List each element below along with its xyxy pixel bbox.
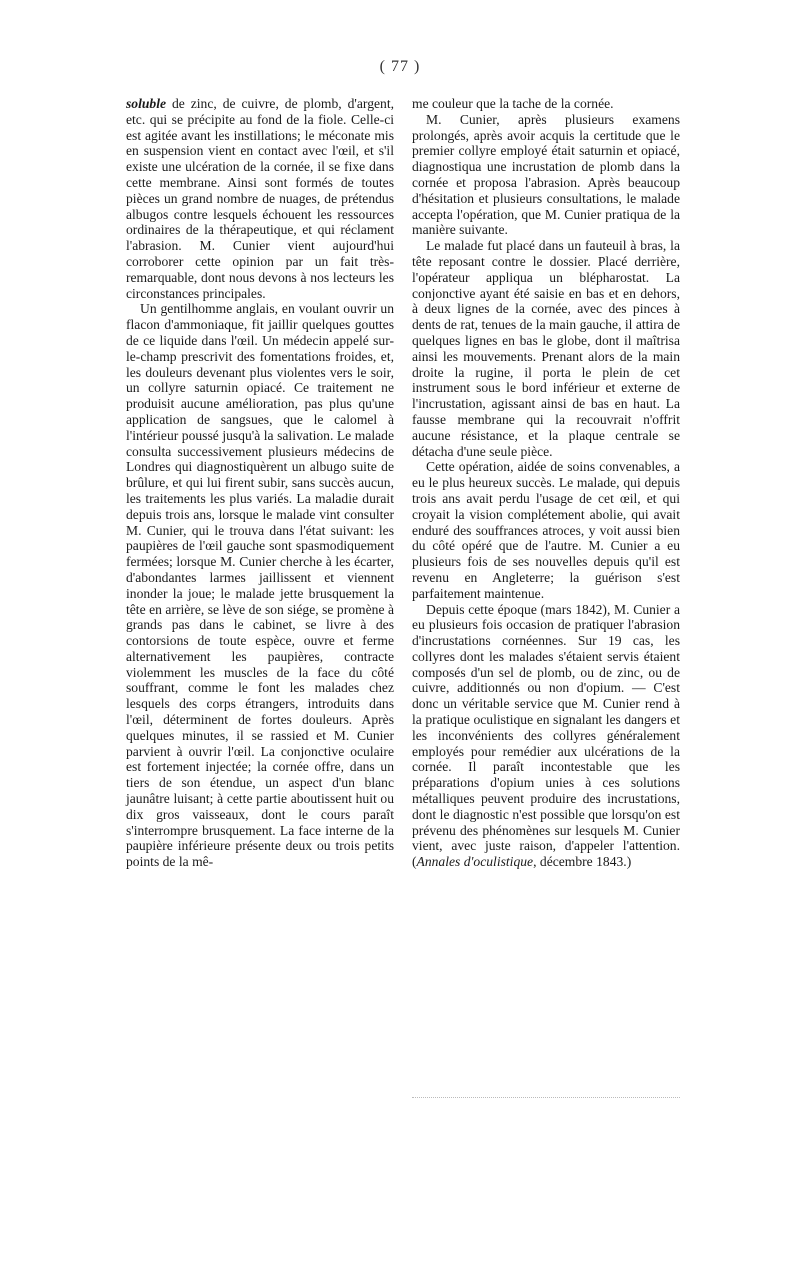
- right-column: [412, 96, 680, 870]
- citation-open: (: [412, 854, 417, 870]
- lead-word: soluble: [126, 96, 167, 111]
- paragraph-outcome: Cette opération, aidée de soins convenables, a eu le plus heureux succès. Le malade, qui depuis trois ans avait perdu l'usage de cet œil, et qui croyait la vision complétement abolie, qui avait enduré des souffrances atroces, y voit aussi bien du côté opéré que de l'autre. M. Cunier a eu plusieurs fois de ses nouvelles depuis qu'il est revenu en Angleterre; la guérison s'est parfaitement maintenue.: [412, 459, 680, 601]
- citation-source: Annales d'oculistique: [416, 854, 534, 870]
- section-divider: [412, 1097, 680, 1106]
- left-column: [126, 96, 394, 870]
- paragraph-continuation: [126, 96, 394, 301]
- paragraph-text: Depuis cette époque (mars 1842), M. Cunier a eu plusieurs fois occasion de pratiquer l'abrasion d'incrustations cornéennes. Sur 19 cas, les collyres dont les malades s'étaient servis étaient composés d'un sel de plomb, ou de zinc, ou de cuivre, additionnés ou non d'opium. — C'est donc un véritable service que M. Cunier rend à la pratique oculistique en signalant les dangers et les inconvénients des collyres généralement employés pour remédier aux ulcérations de la cornée. Il paraît incontestable que les préparations d'opium unies à ces solutions métalliques peuvent produire des incrustations, dont le diagnostic n'est possible que lorsqu'on est prévenu des phénomènes sur lesquels M. Cunier vient, avec juste raison, d'appeler l'attention.: [412, 601, 680, 854]
- paragraph-text: de zinc, de cuivre, de plomb, d'argent, etc. qui se précipite au fond de la fiole. Celle-ci est agitée avant les instillations; le méconate mis en suspension vient en contact avec l'œil, et s'il existe une ulcération de la cornée, il se fixe dans cette membrane. Ainsi sont formés de toutes pièces un grand nombre de nuages, de prétendus albugos contre lesquels échouent les ressources ordinaires de la thérapeutique, et qui réclament l'abrasion. M. Cunier vient aujourd'hui corroborer cette opinion par un fait très-remarquable, dont nous devons à nos lecteurs les circonstances principales.: [126, 96, 394, 301]
- paragraph-operation: Le malade fut placé dans un fauteuil à bras, la tête reposant contre le dossier. Placé derrière, l'opérateur appliqua un blépharostat. La conjonctive ayant été saisie en bas et en dehors, à deux lignes de la cornée, avec des pinces à dents de rat, tenues de la main gauche, il attira de quelques lignes en bas le globe, dont il maîtrisa ainsi les mouvements. Prenant alors de la main droite la rugine, il porta le plein de cet instrument sous le bord inférieur et externe de l'incrustation, agissant ainsi de bas en haut. La fausse membrane qui la recouvrait n'offrit aucune résistance, et la plaque centrale se détacha d'une seule pièce.: [412, 238, 680, 459]
- paragraph-diagnosis: M. Cunier, après plusieurs examens prolongés, après avoir acquis la certitude que le premier collyre employé était saturnin et opiacé, diagnostiqua une incrustation de plomb dans la cornée et proposa l'abrasion. Après beaucoup d'hésitation et plusieurs consultations, le malade accepta l'opération, que M. Cunier pratiqua de la manière suivante.: [412, 111, 680, 238]
- paragraph-continuation: me couleur que la tache de la cornée.: [412, 96, 614, 111]
- paragraph-conclusion: [412, 602, 680, 871]
- page-number: ( 77 ): [379, 58, 421, 75]
- paragraph-case-report: Un gentilhomme anglais, en voulant ouvrir un flacon d'ammoniaque, fit jaillir quelques gouttes de ce liquide dans l'œil. Un médecin appelé sur-le-champ prescrivit des fomentations froides, et, les douleurs devenant plus violentes vers le soir, un collyre saturnin opiacé. Ce traitement ne produisit aucune amélioration, pas plus qu'une application de sangsues, que le calomel à l'intérieur poussé jusqu'à la salivation. Le malade consulta successivement plusieurs médecins de Londres qui diagnostiquèrent un albugo suite de brûlure, et qui lui firent subir, sans succès aucun, les traitements les plus variés. La maladie durait depuis trois ans, lorsque le malade vint consulter M. Cunier, qui le trouva dans l'état suivant: les paupières de l'œil gauche sont spasmodiquement fermées; lorsque M. Cunier cherche à les écarter, d'abondantes larmes jaillissent et viennent inonder la joue; le malade jette brusquement la tête en arrière, se lève de son siége, se promène à grands pas dans le cabinet, se livre à des contorsions de toute espèce, ouvre et ferme alternativement les paupières, contracte violemment les muscles de la face du côté souffrant, comme le font les malades chez lesquels des corps étrangers, introduits dans l'œil, déterminent de fortes douleurs. Après quelques minutes, il se rassied et M. Cunier parvient à ouvrir l'œil. La conjonctive oculaire est fortement injectée; la cornée offre, dans un tiers de son étendue, un aspect d'un blanc jaunâtre luisant; à cette partie aboutissent huit ou dix gros vaisseaux, dont le cours paraît s'interrompre brusquement. La face interne de la paupière inférieure présente deux ou trois petits points de la mê-: [126, 301, 394, 870]
- citation-date: , décembre 1843.): [533, 854, 632, 870]
